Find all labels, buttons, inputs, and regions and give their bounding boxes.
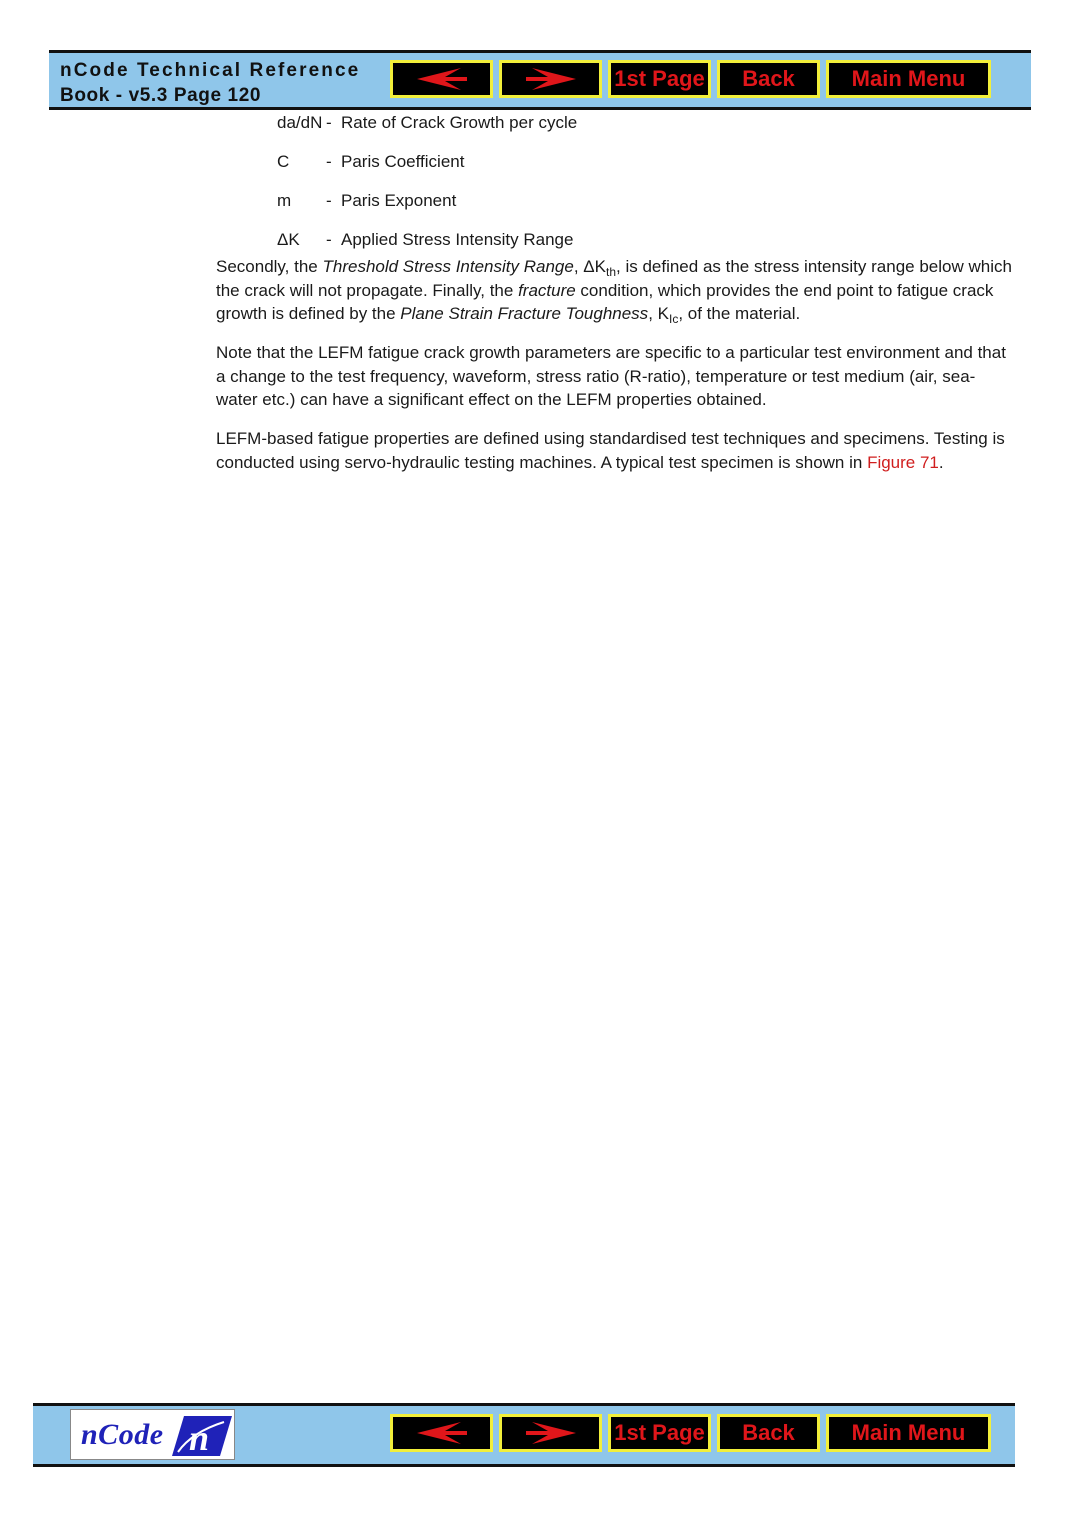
first-page-button[interactable]: [608, 60, 711, 98]
document-title-line2: Book - v5.3 Page 120: [60, 85, 262, 106]
main-menu-label: Main Menu: [851, 1420, 966, 1445]
document-title-line1: nCode Technical Reference: [60, 60, 361, 81]
text-run: , K: [648, 304, 669, 324]
text-run: , is defined as the stress intensity range below which the crack will not propagate. Finally, the: [216, 257, 1012, 300]
term-fracture: fracture: [518, 280, 576, 300]
first-page-button[interactable]: [608, 1414, 711, 1452]
text-run: LEFM-based fatigue properties are defined using standardised test techniques and specimens. Testing is conducted using servo-hydraulic testing machines. A typical test specimen is shown in: [216, 429, 1005, 472]
footer-bar: [33, 1403, 1015, 1467]
back-button[interactable]: [717, 1414, 820, 1452]
left-arrow-icon: [415, 67, 469, 91]
next-page-button[interactable]: [499, 1414, 602, 1452]
back-button[interactable]: [717, 60, 820, 98]
first-page-label: 1st Page: [614, 1420, 705, 1445]
next-page-button[interactable]: [499, 60, 602, 98]
note-paragraph: Note that the LEFM fatigue crack growth parameters are specific to a particular test environment and that a change to the test frequency, waveform, stress ratio (R-ratio), temperature or test medium (air, sea-water etc.) can have a significant effect on the LEFM properties obtained.: [216, 343, 1006, 410]
definition-text: Paris Exponent: [341, 191, 457, 210]
definition-text: Rate of Crack Growth per cycle: [341, 113, 578, 132]
logo-mark-letter: n: [189, 1418, 210, 1456]
logo-text: nCode: [81, 1418, 164, 1451]
definition-dash: -: [326, 230, 332, 249]
previous-page-button[interactable]: [390, 1414, 493, 1452]
previous-page-button[interactable]: [390, 60, 493, 98]
definition-text: Paris Coefficient: [341, 152, 465, 171]
definition-symbol: C: [277, 152, 290, 171]
document-title: [60, 58, 360, 108]
definition-text: Applied Stress Intensity Range: [341, 230, 574, 249]
definition-dash: -: [326, 113, 332, 132]
back-label: Back: [742, 1420, 795, 1445]
threshold-paragraph: [216, 255, 1012, 326]
ncode-logo: [70, 1409, 235, 1460]
text-run: , ΔK: [573, 257, 606, 276]
text-run: .: [938, 452, 944, 472]
definition-dash: -: [326, 191, 332, 210]
main-menu-label: Main Menu: [851, 66, 966, 91]
subscript-th: th: [605, 265, 616, 279]
first-page-label: 1st Page: [614, 66, 705, 91]
definition-symbol: da/dN: [277, 113, 323, 132]
term-threshold-stress-intensity-range: Threshold Stress Intensity Range: [322, 257, 574, 276]
definition-symbol: ΔK: [277, 230, 300, 249]
definition-symbol: m: [277, 191, 292, 210]
ncode-logo-icon: [172, 1414, 232, 1456]
text-run: condition, which provides the end point to fatigue crack growth is defined by the: [216, 280, 994, 324]
definition-dash: -: [326, 152, 332, 171]
subscript-ic: Ic: [668, 312, 679, 327]
text-run: , of the material.: [678, 304, 801, 324]
lefm-paragraph: [216, 427, 1012, 474]
left-arrow-icon: [415, 1421, 469, 1445]
figure-71-link[interactable]: Figure 71: [867, 452, 939, 472]
term-plane-strain-fracture-toughness: Plane Strain Fracture Toughness: [400, 304, 649, 324]
right-arrow-icon: [524, 1421, 578, 1445]
main-menu-button[interactable]: [826, 1414, 991, 1452]
back-label: Back: [742, 66, 795, 91]
main-menu-button[interactable]: [826, 60, 991, 98]
right-arrow-icon: [524, 67, 578, 91]
header-bar: [49, 50, 1031, 110]
text-run: Secondly, the: [216, 257, 323, 276]
